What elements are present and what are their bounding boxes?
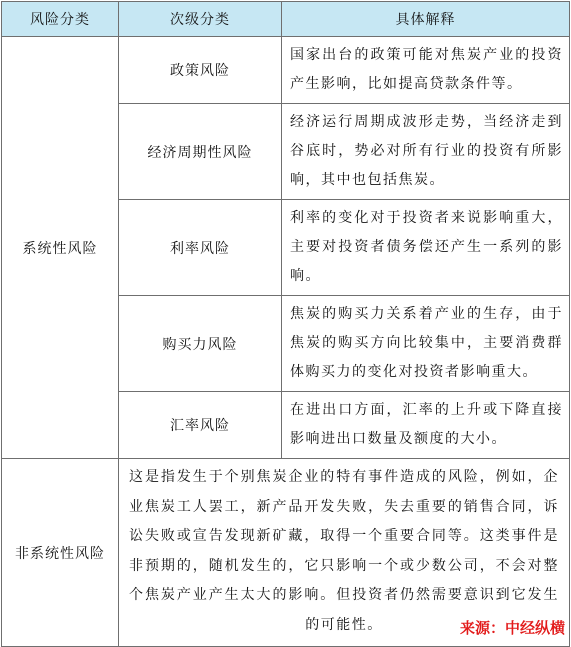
explanation-interest-rate: 利率的变化对于投资者来说影响重大，主要对投资者债务偿还产生一系列的影响。 xyxy=(282,200,570,296)
explanation-economic-cycle: 经济运行周期成波形走势，当经济走到谷底时，势必对所有行业的投资有所影响，其中也包括焦炭。 xyxy=(282,104,570,200)
risk-table xyxy=(1,1,570,647)
header-risk-category: 风险分类 xyxy=(2,2,119,37)
sub-category-economic-cycle: 经济周期性风险 xyxy=(119,104,282,200)
header-explanation: 具体解释 xyxy=(282,2,570,37)
header-row xyxy=(2,2,570,37)
explanation-nonsystematic: 这是指发生于个别焦炭企业的特有事件造成的风险，例如，企业焦炭工人罢工，新产品开发失败，失去重要的销售合同，诉讼失败或宣告发现新矿藏，取得一个重要合同等。这类事件是非预期的，随机发生的，它只影响一个或少数公司，不会对整个焦炭产业产生太大的影响。但投资者仍然需要意识到它发生的可能性。 xyxy=(119,459,570,647)
header-sub-category: 次级分类 xyxy=(119,2,282,37)
sub-category-exchange-rate: 汇率风险 xyxy=(119,392,282,459)
explanation-purchasing-power: 焦炭的购买力关系着产业的生存，由于焦炭的购买方向比较集中，主要消费群体购买力的变化对投资者影响重大。 xyxy=(282,296,570,392)
nonsystematic-risk-cell: 非系统性风险 xyxy=(2,459,119,647)
source-watermark: 来源：中经纵横 xyxy=(459,619,565,637)
sub-category-interest-rate: 利率风险 xyxy=(119,200,282,296)
table-row xyxy=(2,37,570,104)
systematic-risk-cell: 系统性风险 xyxy=(2,37,119,459)
explanation-exchange-rate: 在进出口方面，汇率的上升或下降直接影响进出口数量及额度的大小。 xyxy=(282,392,570,459)
sub-category-policy: 政策风险 xyxy=(119,37,282,104)
sub-category-purchasing-power: 购买力风险 xyxy=(119,296,282,392)
explanation-policy: 国家出台的政策可能对焦炭产业的投资产生影响，比如提高贷款条件等。 xyxy=(282,37,570,104)
